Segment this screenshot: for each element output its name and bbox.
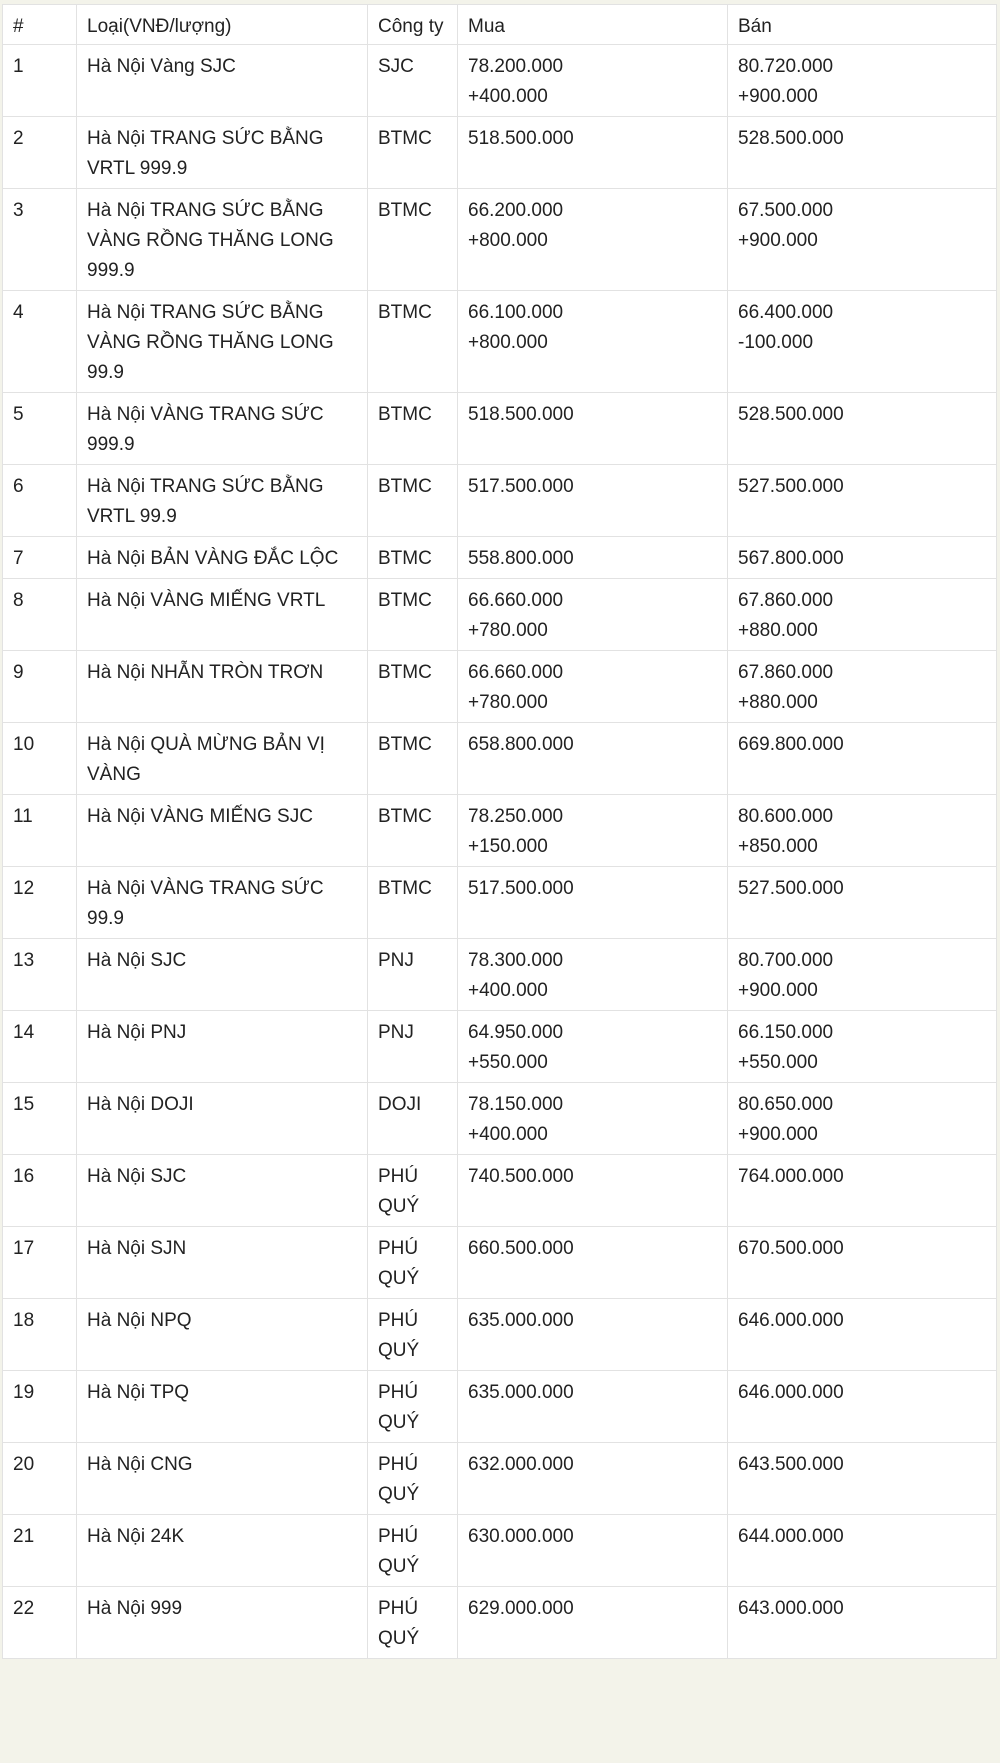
cell-sell-value: 80.700.000 <box>738 950 834 971</box>
cell-sell-value: 567.800.000 <box>738 548 844 569</box>
cell-buy-value: 78.200.000 <box>468 56 564 77</box>
cell-sell <box>728 939 997 1011</box>
cell-sell <box>728 45 997 117</box>
cell-type: Hà Nội SJC <box>77 1155 368 1227</box>
gold-price-table <box>2 4 997 1659</box>
cell-sell-change: +900.000 <box>738 230 818 251</box>
cell-buy-value: 66.200.000 <box>468 200 564 221</box>
cell-sell-change: +900.000 <box>738 86 818 107</box>
cell-sell <box>728 189 997 291</box>
table-row <box>3 1155 997 1227</box>
table-row <box>3 117 997 189</box>
cell-sell-value: 764.000.000 <box>738 1166 844 1187</box>
cell-number: 9 <box>3 651 77 723</box>
cell-sell-value: 67.860.000 <box>738 590 834 611</box>
cell-company: PHÚ QUÝ <box>368 1587 458 1659</box>
table-row <box>3 1515 997 1587</box>
header-row <box>3 5 997 45</box>
cell-company: BTMC <box>368 579 458 651</box>
cell-buy-value: 518.500.000 <box>468 128 574 149</box>
cell-sell <box>728 1011 997 1083</box>
cell-buy-change: +780.000 <box>468 620 548 641</box>
cell-sell <box>728 795 997 867</box>
cell-type: Hà Nội TPQ <box>77 1371 368 1443</box>
cell-buy-value: 66.660.000 <box>468 662 564 683</box>
cell-buy <box>458 795 728 867</box>
cell-type: Hà Nội 24K <box>77 1515 368 1587</box>
cell-buy <box>458 537 728 579</box>
cell-buy-value: 658.800.000 <box>468 734 574 755</box>
table-row <box>3 939 997 1011</box>
cell-buy-value: 78.150.000 <box>468 1094 564 1115</box>
cell-sell-value: 670.500.000 <box>738 1238 844 1259</box>
cell-buy <box>458 1443 728 1515</box>
cell-buy-value: 740.500.000 <box>468 1166 574 1187</box>
cell-number: 18 <box>3 1299 77 1371</box>
cell-buy <box>458 393 728 465</box>
cell-company: DOJI <box>368 1083 458 1155</box>
header-sell: Bán <box>728 5 997 45</box>
table-row <box>3 1227 997 1299</box>
cell-company: BTMC <box>368 537 458 579</box>
cell-type: Hà Nội NHẪN TRÒN TRƠN <box>77 651 368 723</box>
cell-number: 22 <box>3 1587 77 1659</box>
cell-sell <box>728 1515 997 1587</box>
cell-type: Hà Nội BẢN VÀNG ĐẮC LỘC <box>77 537 368 579</box>
table-row <box>3 537 997 579</box>
cell-type: Hà Nội TRANG SỨC BẰNG VÀNG RỒNG THĂNG LONG 99.9 <box>77 291 368 393</box>
cell-sell-value: 80.650.000 <box>738 1094 834 1115</box>
cell-buy-change: +400.000 <box>468 980 548 1001</box>
cell-company: BTMC <box>368 465 458 537</box>
cell-type: Hà Nội QUÀ MỪNG BẢN VỊ VÀNG <box>77 723 368 795</box>
cell-number: 8 <box>3 579 77 651</box>
cell-sell-change: +550.000 <box>738 1052 818 1073</box>
cell-company: PHÚ QUÝ <box>368 1155 458 1227</box>
cell-buy-value: 632.000.000 <box>468 1454 574 1475</box>
cell-sell-value: 528.500.000 <box>738 128 844 149</box>
cell-number: 16 <box>3 1155 77 1227</box>
header-number: # <box>3 5 77 45</box>
cell-sell-value: 80.720.000 <box>738 56 834 77</box>
cell-sell <box>728 1227 997 1299</box>
table-row <box>3 465 997 537</box>
cell-sell-value: 643.000.000 <box>738 1598 844 1619</box>
cell-type: Hà Nội TRANG SỨC BẰNG VÀNG RỒNG THĂNG LONG 999.9 <box>77 189 368 291</box>
table-body <box>3 45 997 1659</box>
cell-sell-value: 644.000.000 <box>738 1526 844 1547</box>
table-row <box>3 867 997 939</box>
cell-buy <box>458 291 728 393</box>
cell-sell <box>728 723 997 795</box>
cell-type: Hà Nội NPQ <box>77 1299 368 1371</box>
cell-buy-value: 629.000.000 <box>468 1598 574 1619</box>
cell-sell-value: 643.500.000 <box>738 1454 844 1475</box>
cell-buy <box>458 465 728 537</box>
cell-type: Hà Nội VÀNG TRANG SỨC 99.9 <box>77 867 368 939</box>
cell-buy <box>458 1299 728 1371</box>
cell-sell-change: +880.000 <box>738 620 818 641</box>
cell-sell-value: 646.000.000 <box>738 1310 844 1331</box>
cell-type: Hà Nội PNJ <box>77 1011 368 1083</box>
cell-buy <box>458 1011 728 1083</box>
table-row <box>3 45 997 117</box>
cell-buy-change: +550.000 <box>468 1052 548 1073</box>
cell-sell-value: 527.500.000 <box>738 878 844 899</box>
table-row <box>3 795 997 867</box>
header-buy: Mua <box>458 5 728 45</box>
cell-sell-value: 669.800.000 <box>738 734 844 755</box>
cell-type: Hà Nội 999 <box>77 1587 368 1659</box>
table-row <box>3 651 997 723</box>
cell-buy <box>458 45 728 117</box>
cell-number: 7 <box>3 537 77 579</box>
cell-number: 1 <box>3 45 77 117</box>
cell-buy <box>458 1515 728 1587</box>
cell-buy-value: 66.100.000 <box>468 302 564 323</box>
cell-number: 13 <box>3 939 77 1011</box>
table-row <box>3 1011 997 1083</box>
cell-buy-value: 660.500.000 <box>468 1238 574 1259</box>
cell-sell-value: 80.600.000 <box>738 806 834 827</box>
cell-number: 12 <box>3 867 77 939</box>
cell-sell-change: -100.000 <box>738 332 814 353</box>
cell-sell <box>728 1587 997 1659</box>
cell-buy <box>458 1587 728 1659</box>
cell-number: 14 <box>3 1011 77 1083</box>
cell-sell-change: +900.000 <box>738 1124 818 1145</box>
cell-company: PHÚ QUÝ <box>368 1371 458 1443</box>
cell-company: PNJ <box>368 1011 458 1083</box>
cell-sell-value: 527.500.000 <box>738 476 844 497</box>
table-row <box>3 1371 997 1443</box>
table-row <box>3 1083 997 1155</box>
cell-sell-change: +880.000 <box>738 692 818 713</box>
table-header <box>3 5 997 45</box>
cell-number: 6 <box>3 465 77 537</box>
cell-sell-value: 66.400.000 <box>738 302 834 323</box>
cell-company: BTMC <box>368 723 458 795</box>
cell-number: 4 <box>3 291 77 393</box>
cell-number: 17 <box>3 1227 77 1299</box>
cell-sell <box>728 579 997 651</box>
header-type: Loại(VNĐ/lượng) <box>77 5 368 45</box>
cell-sell <box>728 291 997 393</box>
cell-company: PHÚ QUÝ <box>368 1299 458 1371</box>
cell-type: Hà Nội TRANG SỨC BẰNG VRTL 99.9 <box>77 465 368 537</box>
cell-number: 2 <box>3 117 77 189</box>
cell-type: Hà Nội VÀNG TRANG SỨC 999.9 <box>77 393 368 465</box>
cell-type: Hà Nội TRANG SỨC BẰNG VRTL 999.9 <box>77 117 368 189</box>
cell-type: Hà Nội VÀNG MIẾNG VRTL <box>77 579 368 651</box>
cell-company: BTMC <box>368 795 458 867</box>
cell-company: BTMC <box>368 393 458 465</box>
cell-buy-value: 66.660.000 <box>468 590 564 611</box>
cell-buy-value: 518.500.000 <box>468 404 574 425</box>
table-row <box>3 579 997 651</box>
cell-sell <box>728 393 997 465</box>
cell-buy <box>458 189 728 291</box>
cell-sell-change: +850.000 <box>738 836 818 857</box>
cell-type: Hà Nội CNG <box>77 1443 368 1515</box>
cell-buy-change: +400.000 <box>468 86 548 107</box>
cell-buy-change: +150.000 <box>468 836 548 857</box>
table-row <box>3 393 997 465</box>
cell-company: PHÚ QUÝ <box>368 1443 458 1515</box>
cell-sell-value: 646.000.000 <box>738 1382 844 1403</box>
cell-sell-change: +900.000 <box>738 980 818 1001</box>
cell-company: PHÚ QUÝ <box>368 1515 458 1587</box>
cell-sell <box>728 465 997 537</box>
cell-sell <box>728 1371 997 1443</box>
cell-buy <box>458 1227 728 1299</box>
table-row <box>3 1443 997 1515</box>
cell-buy-value: 558.800.000 <box>468 548 574 569</box>
cell-number: 19 <box>3 1371 77 1443</box>
cell-buy-change: +800.000 <box>468 230 548 251</box>
cell-type: Hà Nội DOJI <box>77 1083 368 1155</box>
cell-buy-change: +780.000 <box>468 692 548 713</box>
cell-number: 3 <box>3 189 77 291</box>
cell-buy <box>458 1371 728 1443</box>
cell-buy-value: 64.950.000 <box>468 1022 564 1043</box>
cell-company: BTMC <box>368 867 458 939</box>
table-row <box>3 723 997 795</box>
cell-sell-value: 67.500.000 <box>738 200 834 221</box>
cell-buy-value: 635.000.000 <box>468 1382 574 1403</box>
cell-company: BTMC <box>368 651 458 723</box>
table-row <box>3 1299 997 1371</box>
cell-sell-value: 67.860.000 <box>738 662 834 683</box>
cell-buy <box>458 867 728 939</box>
cell-buy-value: 78.250.000 <box>468 806 564 827</box>
cell-sell <box>728 1299 997 1371</box>
cell-sell-value: 528.500.000 <box>738 404 844 425</box>
cell-buy-change: +400.000 <box>468 1124 548 1145</box>
cell-number: 20 <box>3 1443 77 1515</box>
table-row <box>3 189 997 291</box>
cell-number: 11 <box>3 795 77 867</box>
table-row <box>3 291 997 393</box>
cell-buy-value: 635.000.000 <box>468 1310 574 1331</box>
cell-buy <box>458 939 728 1011</box>
cell-buy <box>458 1083 728 1155</box>
cell-buy <box>458 651 728 723</box>
table-row <box>3 1587 997 1659</box>
cell-buy-value: 78.300.000 <box>468 950 564 971</box>
cell-buy <box>458 579 728 651</box>
cell-sell <box>728 651 997 723</box>
cell-sell <box>728 117 997 189</box>
cell-sell <box>728 1083 997 1155</box>
cell-number: 21 <box>3 1515 77 1587</box>
cell-type: Hà Nội Vàng SJC <box>77 45 368 117</box>
cell-buy <box>458 117 728 189</box>
cell-company: BTMC <box>368 189 458 291</box>
cell-buy <box>458 1155 728 1227</box>
cell-sell-value: 66.150.000 <box>738 1022 834 1043</box>
cell-number: 10 <box>3 723 77 795</box>
cell-buy-value: 630.000.000 <box>468 1526 574 1547</box>
cell-company: PNJ <box>368 939 458 1011</box>
cell-buy-value: 517.500.000 <box>468 878 574 899</box>
cell-company: BTMC <box>368 117 458 189</box>
cell-type: Hà Nội SJC <box>77 939 368 1011</box>
cell-number: 5 <box>3 393 77 465</box>
cell-buy-value: 517.500.000 <box>468 476 574 497</box>
cell-sell <box>728 537 997 579</box>
cell-type: Hà Nội SJN <box>77 1227 368 1299</box>
cell-company: PHÚ QUÝ <box>368 1227 458 1299</box>
cell-company: SJC <box>368 45 458 117</box>
cell-type: Hà Nội VÀNG MIẾNG SJC <box>77 795 368 867</box>
cell-sell <box>728 867 997 939</box>
cell-sell <box>728 1155 997 1227</box>
cell-buy <box>458 723 728 795</box>
cell-company: BTMC <box>368 291 458 393</box>
cell-sell <box>728 1443 997 1515</box>
cell-number: 15 <box>3 1083 77 1155</box>
header-company: Công ty <box>368 5 458 45</box>
cell-buy-change: +800.000 <box>468 332 548 353</box>
